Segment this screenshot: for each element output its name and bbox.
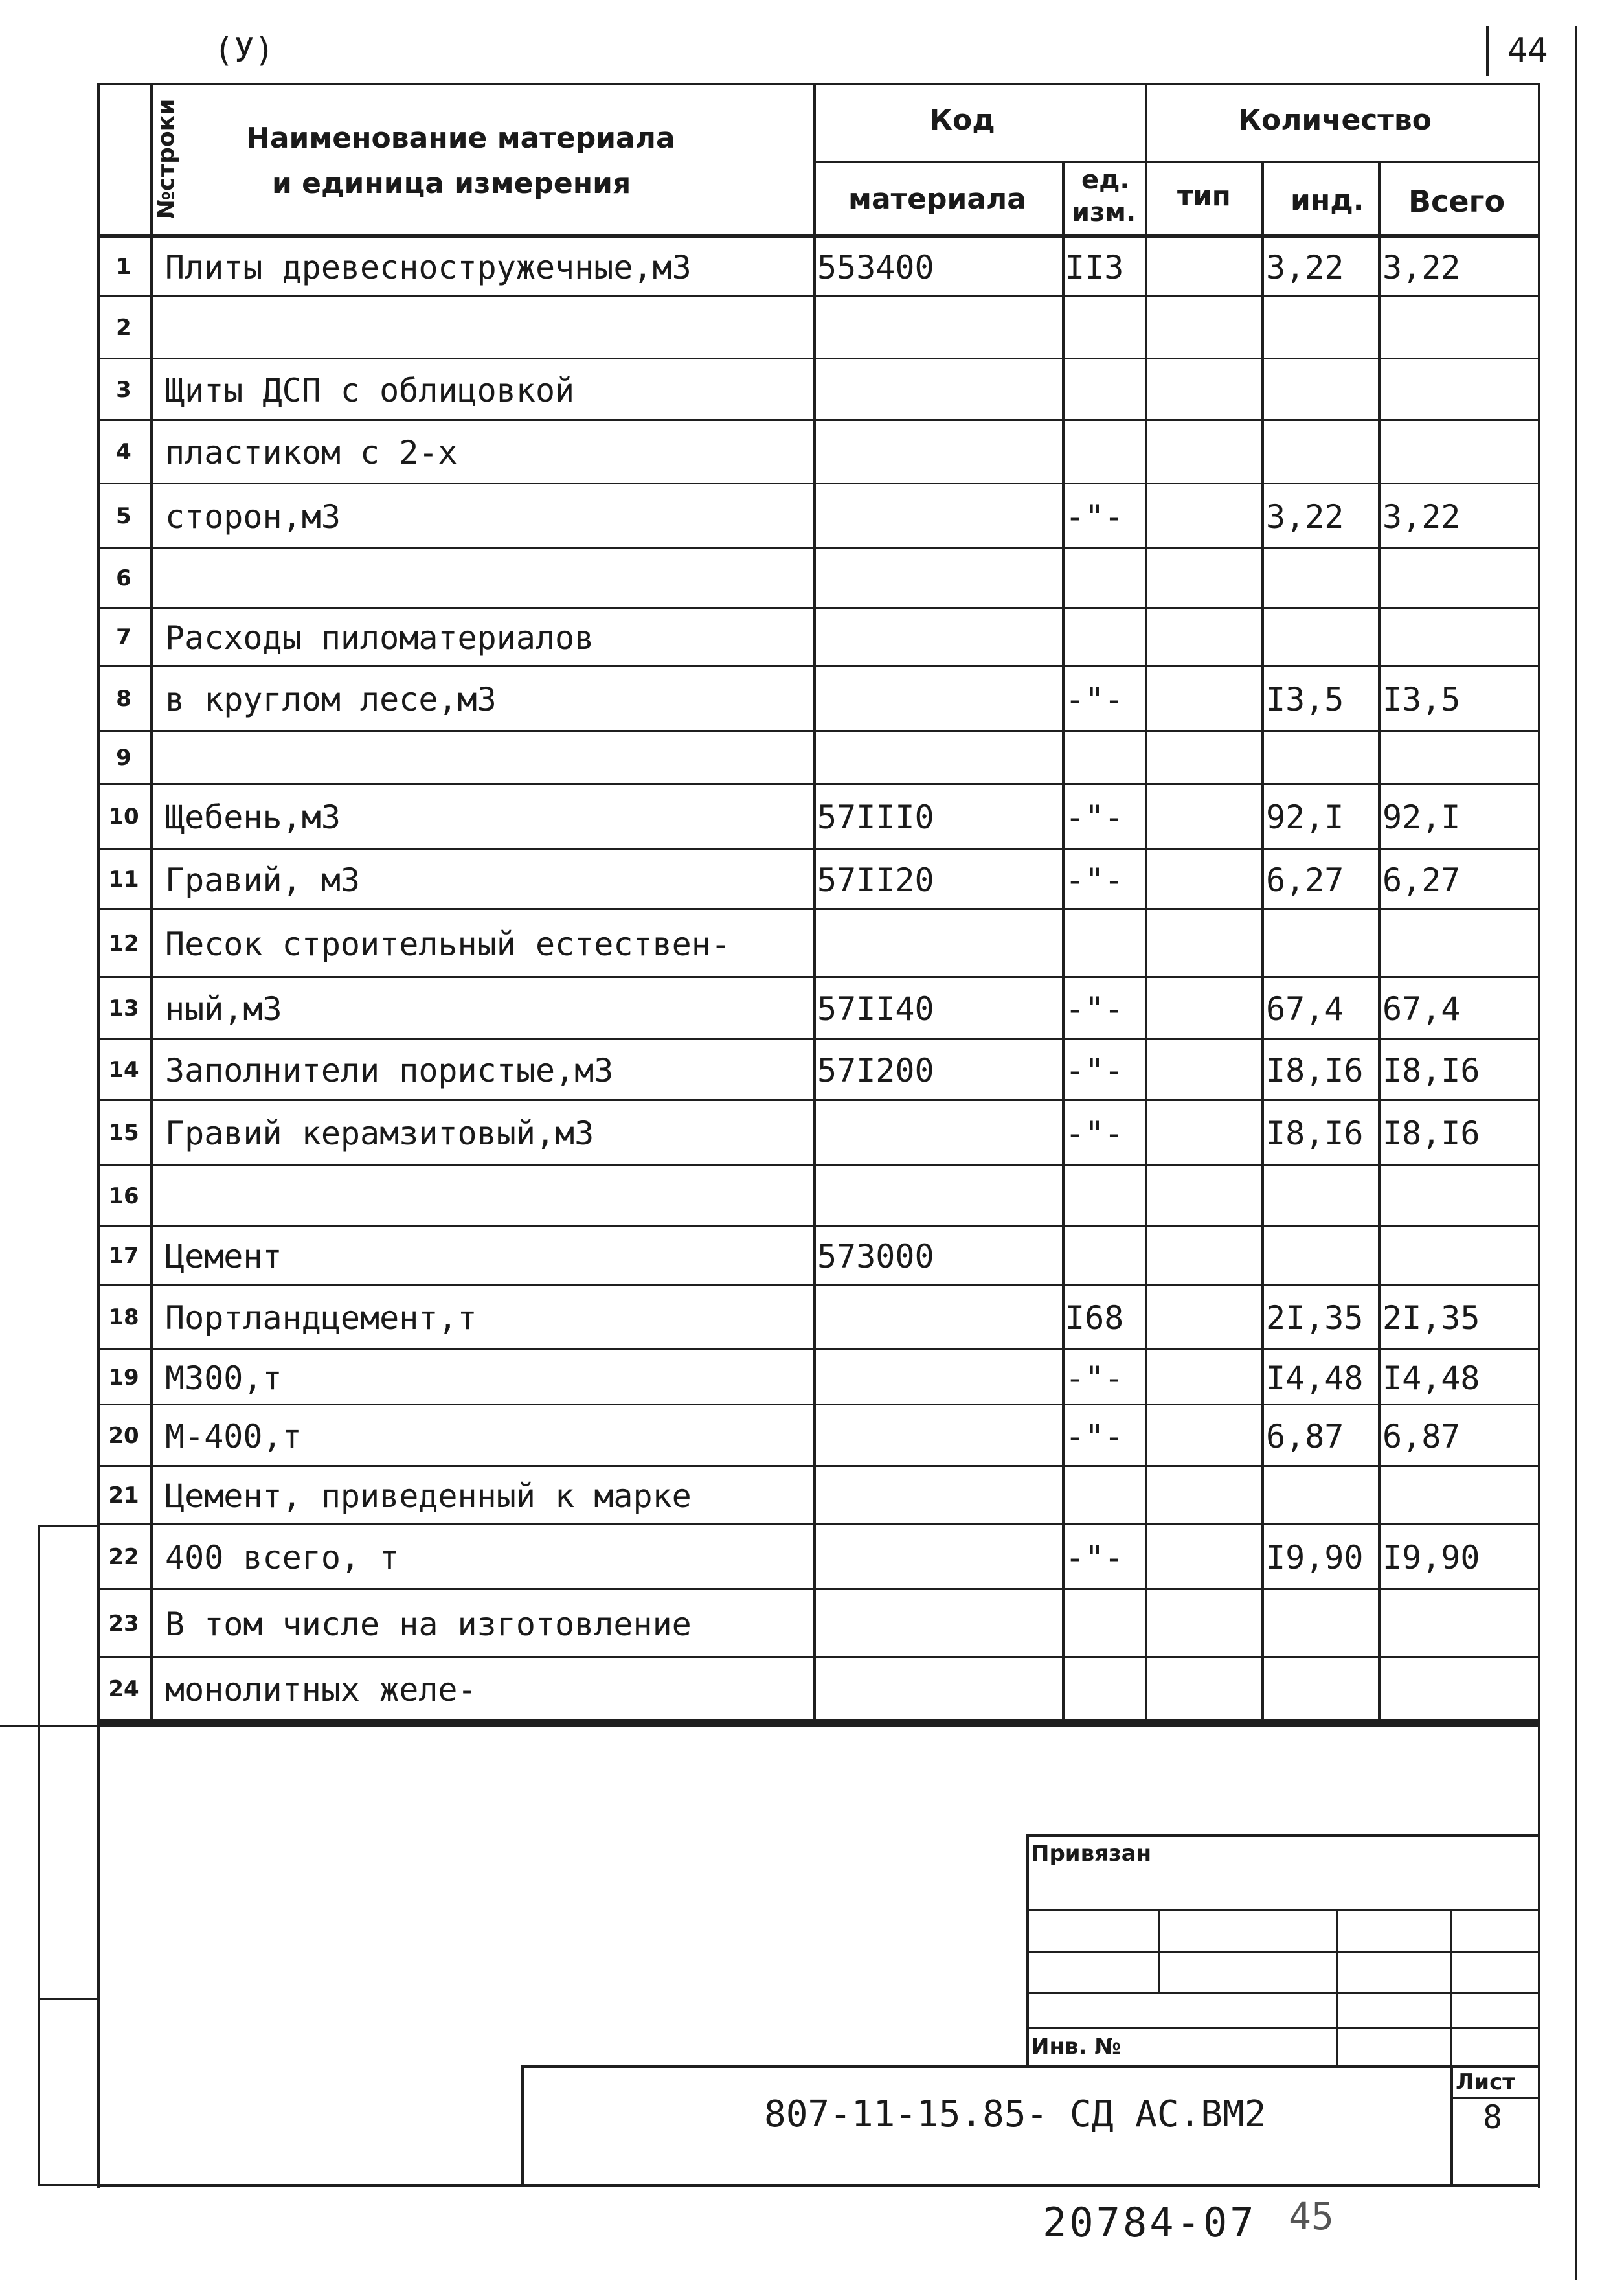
page-number-divider [1486,26,1489,76]
header-name-line2: и единица измерения [272,167,631,200]
row-separator [97,1099,1540,1101]
main-stamp-sheet-divider [1450,2065,1453,2186]
stamp-v3 [1450,1909,1452,2067]
quantity-total: I9,90 [1382,1539,1480,1576]
row-separator [97,1164,1540,1166]
material-name: М300,т [165,1359,282,1397]
unit-code: -"- [1065,1115,1124,1152]
stamp-top [1026,1834,1540,1837]
sheet-label: Лист [1456,2069,1515,2095]
row-number: 23 [108,1610,139,1637]
quantity-ind: 6,87 [1266,1417,1344,1455]
frame-bottom [97,2184,1540,2187]
unit-code: -"- [1065,1359,1124,1397]
material-name: Портландцемент,т [165,1299,477,1337]
row-separator [97,1656,1540,1658]
quantity-ind: 3,22 [1266,498,1344,536]
stamp-h3 [1026,1992,1540,1994]
material-name: Гравий, м3 [165,861,361,899]
material-name: В том числе на изготовление [165,1605,692,1643]
row-separator [97,1038,1540,1040]
material-code: 573000 [817,1238,934,1275]
row-separator [97,607,1540,609]
col-line-unit [1145,83,1147,1725]
quantity-total: 6,27 [1382,861,1461,899]
row-number: 20 [108,1422,139,1449]
quantity-ind: I8,I6 [1266,1115,1364,1152]
unit-code: -"- [1065,990,1124,1028]
unit-code: -"- [1065,498,1124,536]
quantity-total: 67,4 [1382,990,1461,1028]
material-name: пластиком с 2-х [165,434,458,472]
archive-page: 45 [1289,2194,1334,2238]
stamp-bound-label: Привязан [1031,1841,1152,1867]
stamp-h2 [1026,1951,1540,1953]
quantity-total: 3,22 [1382,498,1461,536]
binding-bottom [38,2184,99,2186]
row-separator [97,783,1540,785]
material-name: М-400,т [165,1417,302,1455]
row-number: 22 [108,1544,139,1570]
header-top-line [97,83,1540,85]
frame-left-binding [38,1525,40,2186]
stamp-v2 [1336,1909,1338,2067]
row-separator [97,419,1540,421]
unit-code: -"- [1065,1417,1124,1455]
col-line-ind [1378,161,1381,1725]
row-number: 16 [108,1183,139,1209]
binding-mid [38,1998,99,2000]
row-separator [97,1588,1540,1590]
material-code: 553400 [817,248,934,286]
quantity-total: 92,I [1382,799,1461,836]
row-separator [97,1404,1540,1405]
material-name: монолитных желе- [165,1670,477,1709]
row-number: 5 [116,503,131,529]
row-separator [97,1523,1540,1525]
unit-code: II3 [1065,248,1124,286]
sheet-number: 8 [1483,2098,1503,2136]
row-number: 12 [108,930,139,957]
header-quantity: Количество [1238,104,1432,137]
header-code: Код [929,104,995,137]
row-separator [97,1348,1540,1350]
header-code-material: материала [848,183,1026,216]
row-number: 2 [116,314,131,341]
quantity-total: I8,I6 [1382,1115,1480,1152]
main-stamp-top [521,2065,1540,2068]
row-number: 6 [116,565,131,591]
row-number: 10 [108,804,139,830]
material-name: Заполнители пористые,м3 [165,1051,614,1089]
quantity-ind: I4,48 [1266,1359,1364,1397]
unit-code: -"- [1065,681,1124,718]
row-separator [97,1465,1540,1467]
row-number: 1 [116,253,131,280]
material-name: Щиты ДСП с облицовкой [165,371,575,409]
material-code: 57III0 [817,799,934,836]
row-number: 8 [116,686,131,712]
document-designation: 807-11-15.85- СД АС.ВМ2 [764,2093,1267,2135]
quantity-ind: I3,5 [1266,681,1344,718]
top-left-mark: (У) [214,31,275,70]
row-separator [97,483,1540,484]
quantity-total: I8,I6 [1382,1051,1480,1089]
row-number: 3 [116,376,131,403]
header-bottom-line [97,234,1540,238]
header-unit-line2: изм. [1072,198,1136,227]
quantity-ind: 67,4 [1266,990,1344,1028]
quantity-ind: I9,90 [1266,1539,1364,1576]
unit-code: -"- [1065,799,1124,836]
row-separator [97,848,1540,850]
stamp-v1 [1158,1909,1160,1994]
material-name: ный,м3 [165,990,282,1028]
row-separator [97,665,1540,667]
col-line-name [813,83,816,1725]
material-name: Цемент, приведенный к марке [165,1477,692,1515]
row-number: 19 [108,1364,139,1391]
header-q-ind: инд. [1291,184,1364,217]
row-number: 21 [108,1483,139,1508]
quantity-ind: 2I,35 [1266,1299,1364,1337]
quantity-ind: 92,I [1266,799,1344,836]
material-name: Щебень,м3 [165,799,341,836]
body-separator [0,1725,1540,1727]
row-number: 17 [108,1243,139,1269]
quantity-ind: 6,27 [1266,861,1344,899]
header-mid-line [813,161,1540,163]
material-name: Гравий керамзитовый,м3 [165,1115,594,1152]
row-number: 15 [108,1120,139,1146]
unit-code: -"- [1065,1539,1124,1576]
header-name-line1: Наименование материала [246,122,675,155]
unit-code: -"- [1065,1051,1124,1089]
material-name: Расходы пиломатериалов [165,619,594,657]
material-code: 57I200 [817,1051,934,1089]
table-bottom-line [97,1721,1540,1725]
col-line-type [1261,161,1264,1725]
row-number: 14 [108,1056,139,1083]
quantity-total: 3,22 [1382,248,1461,286]
quantity-total: I4,48 [1382,1359,1480,1397]
unit-code: I68 [1065,1299,1124,1337]
row-number: 7 [116,624,131,650]
page-number: 44 [1507,31,1548,70]
material-name: 400 всего, т [165,1539,400,1576]
stamp-inv-label: Инв. № [1031,2034,1122,2060]
main-stamp-left [521,2065,524,2186]
material-code: 57II40 [817,990,934,1028]
row-number: 24 [108,1676,139,1702]
row-separator [97,295,1540,297]
unit-code: -"- [1065,861,1124,899]
quantity-ind: I8,I6 [1266,1051,1364,1089]
quantity-total: 2I,35 [1382,1299,1480,1337]
row-separator [97,1284,1540,1286]
material-name: в круглом лесе,м3 [165,681,497,718]
row-separator [97,730,1540,732]
quantity-total: 6,87 [1382,1417,1461,1455]
row-number: 13 [108,995,139,1021]
frame-right [1538,83,1540,2188]
archive-number: 20784-07 [1043,2199,1257,2246]
material-name: сторон,м3 [165,498,341,536]
row-number: 18 [108,1304,139,1330]
row-separator [97,1225,1540,1227]
material-name: Песок строительный естествен- [165,925,730,963]
stamp-h1 [1026,1909,1540,1911]
row-separator [97,976,1540,978]
material-name: Цемент [165,1238,282,1275]
binding-top [38,1525,99,1527]
quantity-ind: 3,22 [1266,248,1344,286]
col-line-rowno [150,83,153,1725]
col-line-code [1062,161,1065,1725]
row-number: 11 [108,866,139,892]
row-separator [97,908,1540,910]
header-q-type: тип [1177,180,1231,212]
header-row-number: №строки [153,98,180,220]
quantity-total: I3,5 [1382,681,1461,718]
frame-right-outer [1575,26,1577,2280]
header-unit-line1: ед. [1081,165,1130,195]
row-separator [97,358,1540,359]
row-number: 4 [116,439,131,465]
material-code: 57II20 [817,861,934,899]
stamp-h4 [1026,2027,1540,2029]
material-name: Плиты древесностружечные,м3 [165,248,692,286]
row-separator [97,547,1540,549]
header-q-total: Всего [1408,184,1506,219]
row-number: 9 [116,745,131,771]
